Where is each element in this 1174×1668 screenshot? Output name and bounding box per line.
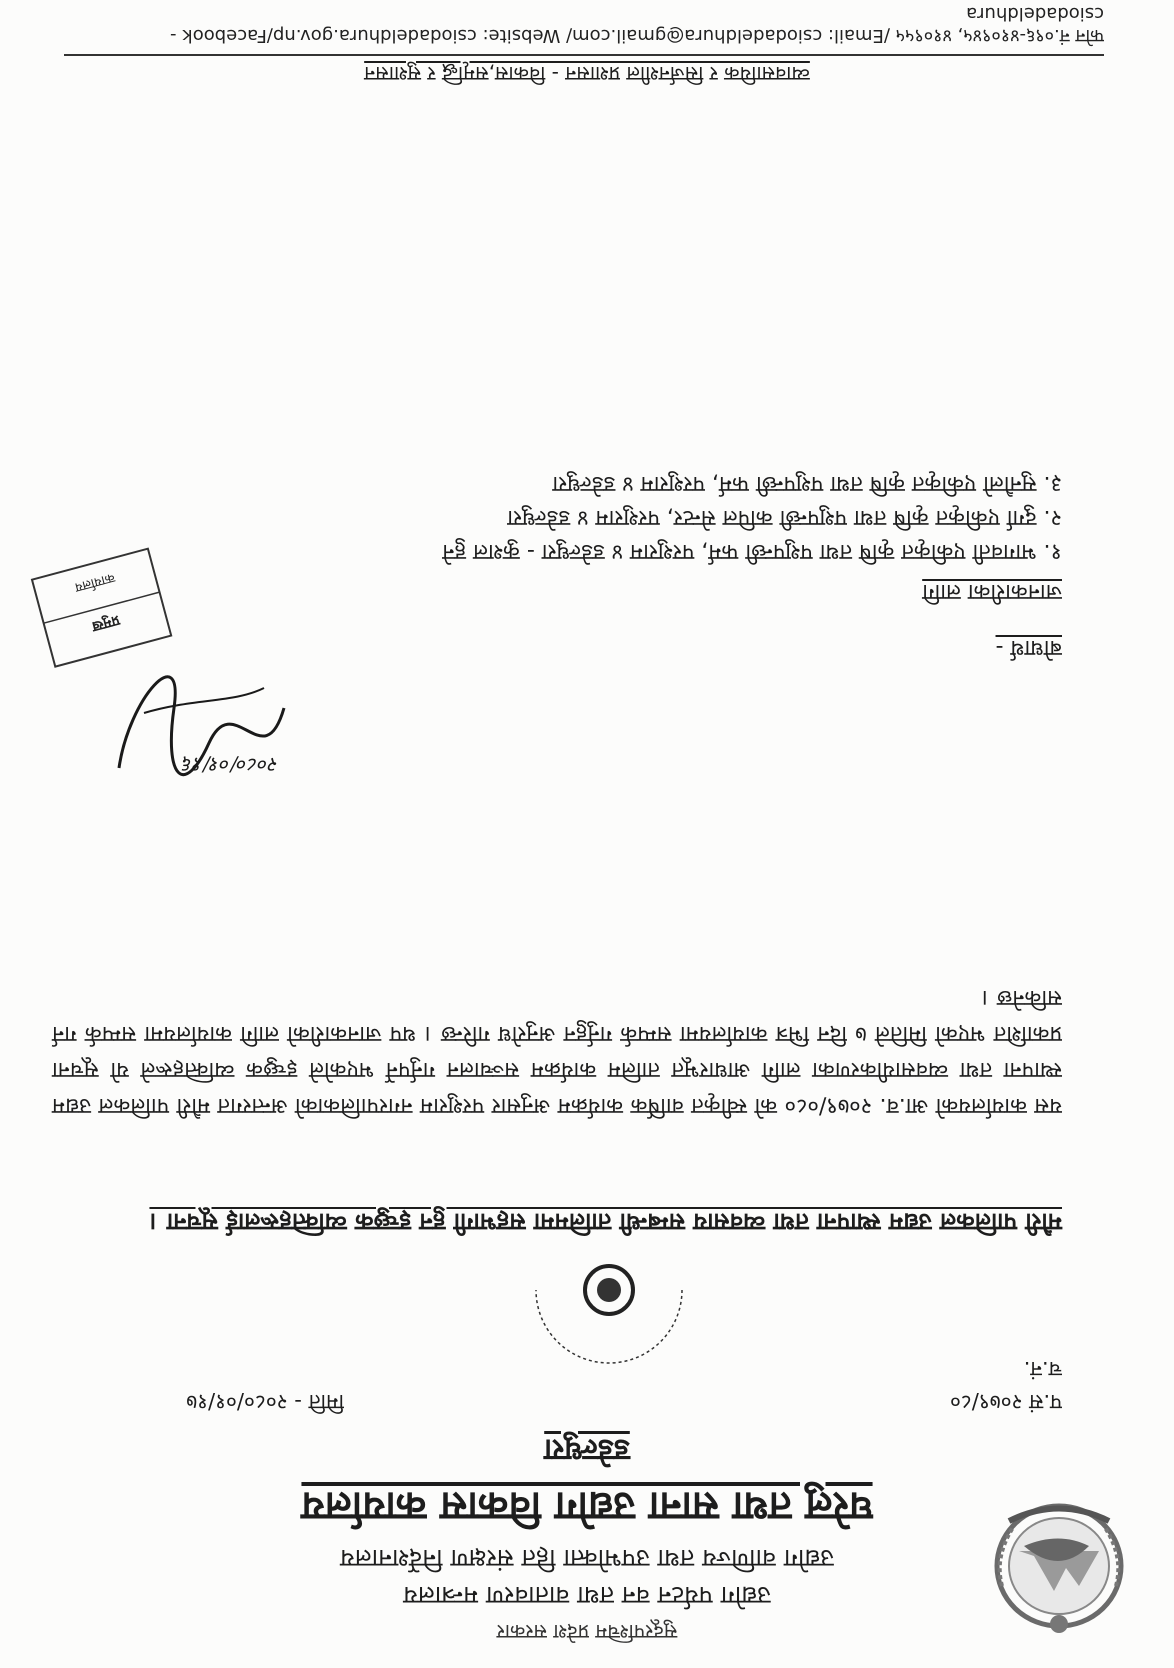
dispatch-number: च.नं.	[1023, 1357, 1062, 1381]
letterhead-province: सुदूरपश्चिम प्रदेश सरकार	[496, 1620, 678, 1644]
letter-date: मिति - २०८०/०१/१७	[186, 1390, 344, 1414]
body-paragraph: यस कार्यालयको आ.व. २०७९/०८० को स्वीकृत वार्षिक कार्यक्रम अनुसार परशुराम नगरपालिकाको अन्तरगत मौरी पालिकल उद्यम स्थापना तथा व्यवसायीकरणका लागि आधारभूत तालिम कार्यक्रम सञ्चालन गर्नुपर्ने भएकोले इच्छुक व्यक्तिहरूले यो सूचना प्रकाशित भएको मितिले ७ दिन भित्र कार्यालयमा सम्पर्क गर्नुहुन अनुरोध गरिन्छ । थप जानकारीको लागि कार्यालयमा सम्पर्क गर्न सकिनेछ ।	[52, 985, 1062, 1118]
letterhead-location: डडेल्धुरा	[544, 1432, 630, 1467]
enclosure-heading: बोधार्थ -	[995, 635, 1062, 660]
letterhead-ministry: उद्योग पर्यटन वन तथा वातावरण मन्त्रालय	[403, 1581, 771, 1610]
cc-heading: जानकारीका लागि	[922, 579, 1062, 604]
footer-contact: फोन नं.०९६-४१०९४५, ४१०९५५ /Email: csiodadeldhura@gmail.com/ Website: csiodadeldhura.gov.np/Facebook -csiodadeldhura	[170, 3, 1104, 46]
cc-item: २. दुर्गा एकीकृत कृषि तथा पशुपन्छी कपिल सेन्टर, परशुराम ४ डडेल्धुरा	[507, 505, 1062, 530]
approval-stamp-icon	[24, 518, 174, 678]
cc-item: १. भागवती एकीकृत कृषि तथा पशुपन्छी फर्म, परशुराम ४ डडेल्धुरा - कुशल हुने	[442, 539, 1062, 564]
subject-line	[62, 1206, 1062, 1238]
svg-text:प्रमुख: प्रमुख	[90, 611, 122, 635]
svg-text:२०८०/०१/१६: २०८०/०१/१६	[182, 753, 279, 777]
signature-icon	[104, 668, 304, 798]
svg-text:कार्यालय: कार्यालय	[73, 569, 117, 595]
cc-item: ३. सुनौलो एकीकृत कृषि तथा पशुपन्छी फर्म, परशुराम ४ डडेल्धुरा	[552, 471, 1062, 496]
nepal-emblem-icon	[984, 1496, 1134, 1646]
reference-number: प.सं २०७९/८०	[949, 1390, 1062, 1414]
office-seal-icon	[514, 1210, 704, 1400]
footer-divider	[64, 54, 1104, 56]
letterhead-office: घरेलु तथा साना उद्योग विकास कार्यालय	[301, 1483, 873, 1529]
subject-text: मौरी पालिकल उद्यम स्थापना तथा व्यवसाय सम्बन्धी तालिममा सहभागी हुन इच्छुक व्यक्तिहरूलाई सूचना ।	[149, 1208, 1062, 1236]
letterhead-directorate: उद्योग वाणिज्य तथा उपभोक्ता हित संरक्षण निर्देशनालय	[340, 1544, 834, 1573]
footer-motto: व्यावसायिक र सिर्जनशील प्रशासन - विकास,समृद्धि र सुशासन	[364, 62, 810, 86]
